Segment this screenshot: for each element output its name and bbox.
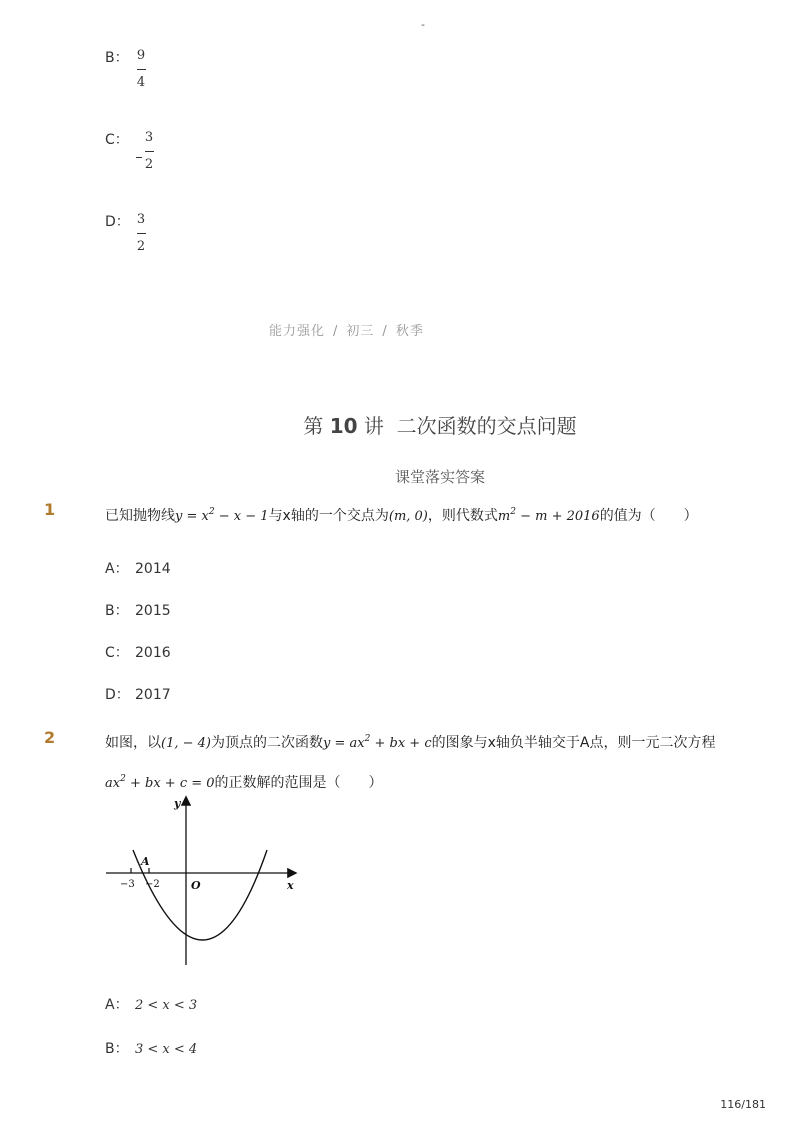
option-b[interactable] (105, 600, 171, 620)
option-label: A： (105, 561, 129, 577)
option-a[interactable] (105, 994, 197, 1014)
text-part: 如图，以 (105, 735, 161, 751)
numerator: 3 (144, 130, 154, 145)
math-expr: $y = ax^2$ + bx + c (322, 734, 432, 751)
denominator: 2 (144, 157, 154, 172)
parabola-curve (133, 850, 267, 940)
math-expr: $y = x^2 - x - 1$ (175, 507, 269, 524)
prev-option-b[interactable] (105, 47, 135, 67)
option-value: 2014 (135, 561, 171, 577)
text-part: 已知抛物线 (105, 508, 175, 524)
parabola-graph (100, 790, 300, 970)
option-label: C： (105, 132, 129, 148)
text-part: 的正数解的范围是（ ） (214, 775, 383, 791)
breadcrumb-item: 能力强化 (269, 324, 326, 339)
lecture-number: 10 (329, 414, 358, 438)
tick-label-minus-2: −2 (145, 879, 160, 890)
option-value: 2017 (135, 687, 171, 703)
math-expr: (m, 0) (388, 509, 428, 524)
option-value: 3 < x < 4 (135, 1042, 198, 1057)
text-part: 的值为（ ） (599, 508, 698, 524)
breadcrumb-item: 秋季 (395, 324, 424, 339)
numerator: 3 (136, 212, 146, 227)
option-value: 2015 (135, 603, 171, 619)
header-mark: - (421, 18, 425, 31)
prev-option-c[interactable] (105, 129, 135, 149)
option-c[interactable] (105, 642, 171, 662)
math-expr: (1, − 4) (161, 736, 211, 751)
question-text (105, 732, 716, 752)
question-number: 2 (44, 728, 56, 747)
option-label: B： (105, 603, 129, 619)
prev-option-d[interactable] (105, 211, 135, 231)
fraction-d (134, 211, 148, 256)
option-label: C： (105, 645, 129, 661)
text-part: 为顶点的二次函数 (210, 735, 323, 751)
option-a[interactable] (105, 558, 171, 578)
fraction-b (134, 47, 148, 92)
section-title: 课堂落实答案 (394, 468, 485, 486)
option-label: A： (105, 997, 129, 1013)
option-label: B： (105, 1041, 129, 1057)
breadcrumb-separator: / (333, 324, 339, 339)
minus-sign (136, 157, 142, 158)
question-text-line2 (105, 772, 383, 792)
x-axis-label: x (287, 879, 294, 892)
y-axis-label: y (174, 797, 181, 810)
fraction-c (142, 129, 156, 174)
lecture-title (0, 410, 800, 439)
option-label: D： (105, 214, 130, 230)
breadcrumb-separator: / (382, 324, 388, 339)
text-part: 与x轴的一个交点为 (268, 508, 389, 524)
option-b[interactable] (105, 1038, 197, 1058)
option-value: 2016 (135, 645, 171, 661)
text-part: 的图象与x轴负半轴交于A点，则一元二次方程 (431, 735, 716, 751)
question-number: 1 (44, 500, 56, 519)
denominator: 2 (136, 239, 146, 254)
math-expr: $ax^2$ + bx + c = 0 (105, 774, 215, 791)
lecture-topic: 二次函数的交点问题 (396, 414, 577, 438)
numerator: 9 (136, 48, 146, 63)
option-d[interactable] (105, 684, 171, 704)
option-value: 2 < x < 3 (135, 998, 198, 1013)
origin-label: O (191, 879, 201, 892)
lecture-prefix: 第 (303, 414, 324, 438)
denominator: 4 (136, 75, 146, 90)
text-part: ，则代数式 (427, 508, 498, 524)
option-label: B： (105, 50, 129, 66)
breadcrumb (269, 320, 424, 339)
page-number: 116/181 (720, 1098, 766, 1111)
point-a-label: A (141, 855, 150, 868)
breadcrumb-item: 初三 (346, 324, 375, 339)
lecture-suffix: 讲 (363, 414, 384, 438)
question-text (105, 505, 698, 525)
tick-label-minus-3: −3 (120, 879, 135, 890)
option-label: D： (105, 687, 130, 703)
math-expr: $m^2 - m + 2016$ (497, 507, 600, 524)
